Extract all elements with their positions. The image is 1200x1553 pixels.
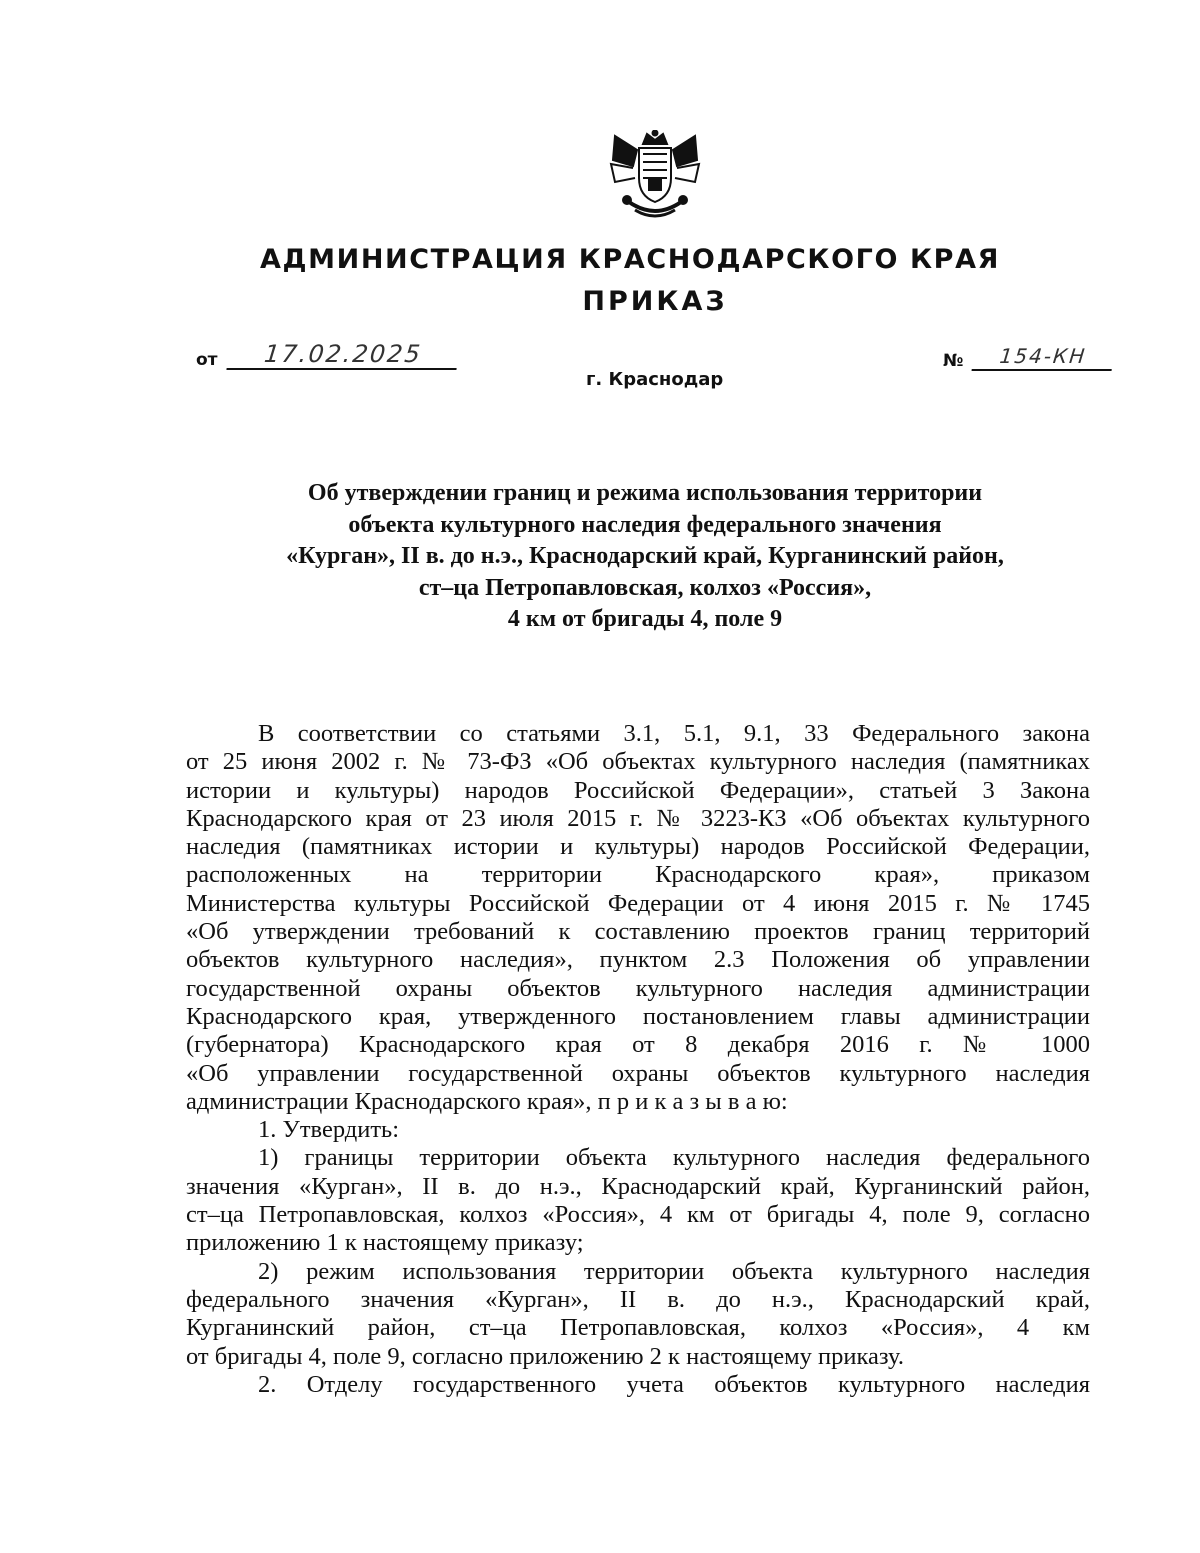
body-line: ст–ца Петропавловская, колхоз «Россия», 4 км от бригады 4, поле 9, согласно <box>186 1201 1090 1229</box>
handwritten-date: 17.02.2025 <box>226 340 459 370</box>
subject-line: 4 км от бригады 4, поле 9 <box>507 606 783 632</box>
date-block <box>196 340 458 370</box>
body-line: от бригады 4, поле 9, согласно приложению 2 к настоящему приказу. <box>186 1342 904 1370</box>
body-line: 2) режим использования территории объекта культурного наследия <box>258 1257 1090 1285</box>
number-block <box>943 343 1113 371</box>
subject-line: объекта культурного наследия федерального значения <box>348 511 942 538</box>
body-line: значения «Курган», II в. до н.э., Краснодарский край, Курганинский район, <box>186 1172 1090 1200</box>
body-line: 2. Отделу государственного учета объектов культурного наследия <box>258 1370 1090 1398</box>
body-line: (губернатора) Краснодарского края от 8 декабря 2016 г. № 1000 <box>186 1031 1090 1059</box>
city-label: г. Краснодар <box>586 369 724 390</box>
body-line: Краснодарского края, утвержденного постановлением главы администрации <box>186 1002 1090 1030</box>
subject-line: Об утверждении границ и режима использования территории <box>307 480 983 506</box>
body-line: В соответствии со статьями 3.1, 5.1, 9.1, 33 Федерального закона <box>258 720 1090 747</box>
body-line: 1. Утвердить: <box>258 1116 400 1144</box>
body-line: федерального значения «Курган», II в. до н.э., Краснодарский край, <box>186 1285 1090 1313</box>
body-line: Министерства культуры Российской Федерации от 4 июня 2015 г. № 1745 <box>186 889 1090 917</box>
organization-title: АДМИНИСТРАЦИЯ КРАСНОДАРСКОГО КРАЯ <box>260 244 1000 275</box>
body-line: «Об утверждении требований к составлению проектов границ территорий <box>186 918 1090 946</box>
document-type-title: ПРИКАЗ <box>582 286 728 317</box>
coat-of-arms-emblem <box>605 130 705 222</box>
body-line: истории и культуры) народов Российской Федерации», статьей 3 Закона <box>186 776 1090 804</box>
document-subject <box>200 478 1090 636</box>
body-line: объектов культурного наследия», пунктом 2.3 Положения об управлении <box>186 946 1090 974</box>
document-body <box>186 720 1090 1399</box>
body-line: наследия (памятниках истории и культуры) народов Российской Федерации, <box>186 833 1090 861</box>
body-line: государственной охраны объектов культурного наследия администрации <box>186 974 1090 1002</box>
body-line: 1) границы территории объекта культурного наследия федерального <box>258 1144 1090 1172</box>
handwritten-number: 154-КН <box>972 343 1115 371</box>
body-line: администрации Краснодарского края», п р и к а з ы в а ю: <box>186 1087 788 1115</box>
subject-line: «Курган», II в. до н.э., Краснодарский край, Курганинский район, <box>286 543 1004 569</box>
body-line: Краснодарского края от 23 июля 2015 г. № 3223-КЗ «Об объектах культурного <box>186 804 1090 832</box>
date-prefix: от <box>196 350 218 370</box>
body-line: приложению 1 к настоящему приказу; <box>186 1229 584 1257</box>
body-line: от 25 июня 2002 г. № 73-ФЗ «Об объектах культурного наследия (памятниках <box>186 748 1090 776</box>
body-line: Курганинский район, ст–ца Петропавловская, колхоз «Россия», 4 км <box>186 1314 1090 1342</box>
body-line: расположенных на территории Краснодарского края», приказом <box>186 861 1090 889</box>
subject-line: ст–ца Петропавловская, колхоз «Россия», <box>418 574 872 601</box>
body-line: «Об управлении государственной охраны объектов культурного наследия <box>186 1059 1090 1087</box>
number-prefix: № <box>943 351 964 371</box>
